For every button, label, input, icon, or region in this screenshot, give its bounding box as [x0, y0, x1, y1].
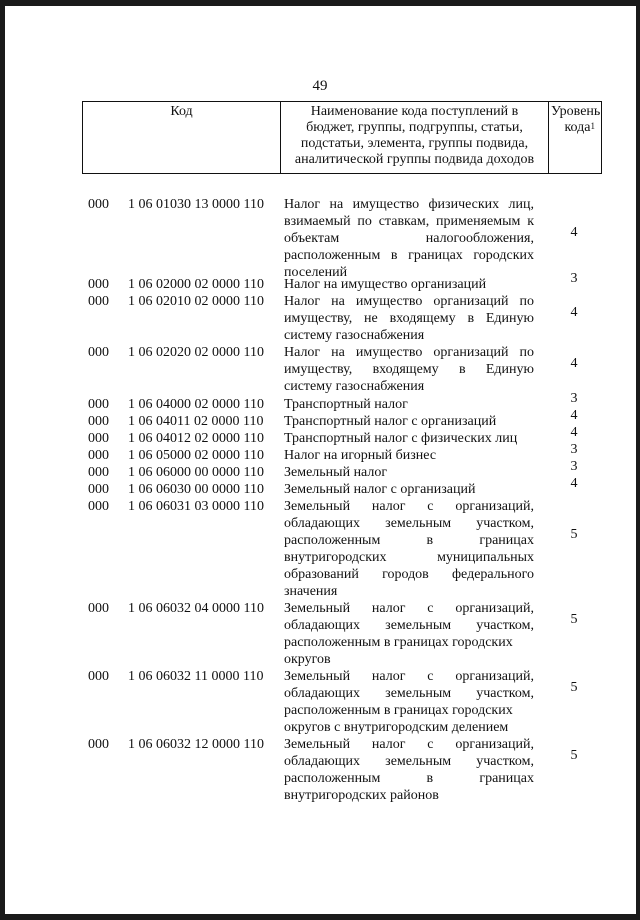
budget-code: 1 06 04011 02 0000 110: [128, 414, 264, 429]
code-name-line: Налог на имущество организаций по: [284, 345, 534, 360]
header-name-cell: [281, 102, 549, 174]
code-level: 5: [570, 680, 578, 695]
admin-code: 000: [88, 601, 109, 616]
code-name: [284, 413, 534, 430]
code-name-line: Земельный налог: [284, 465, 388, 480]
code-name-line: Налог на имущество организаций по: [284, 294, 534, 309]
code-name: [284, 430, 534, 447]
budget-code: 1 06 06000 00 0000 110: [128, 465, 264, 480]
budget-code: 1 06 01030 13 0000 110: [128, 197, 264, 212]
admin-code: 000: [88, 414, 109, 429]
header-name-line: аналитической группы подвида доходов: [294, 152, 535, 167]
code-name-line: Транспортный налог с организаций: [284, 414, 497, 429]
budget-code: 1 06 05000 02 0000 110: [128, 448, 264, 463]
admin-code: 000: [88, 499, 109, 514]
admin-code: 000: [88, 277, 109, 292]
scan-border-left: [0, 0, 5, 920]
admin-code: 000: [88, 294, 109, 309]
scan-border-right: [636, 0, 640, 920]
budget-code: 1 06 06032 12 0000 110: [128, 737, 264, 752]
code-level: 4: [570, 408, 578, 423]
header-code-label: Код: [170, 104, 193, 119]
header-level-label: кода: [564, 120, 591, 135]
code-level: 3: [570, 391, 578, 406]
code-name: [284, 276, 534, 293]
code-level: 5: [570, 612, 578, 627]
budget-code: 1 06 06032 11 0000 110: [128, 669, 264, 684]
page-number: 49: [312, 78, 328, 94]
table-header: [82, 101, 602, 174]
admin-code: 000: [88, 737, 109, 752]
code-name: [284, 344, 534, 395]
footnote-marker: 1: [590, 121, 595, 131]
code-name-line: имуществу, не входящему в Единую: [284, 311, 534, 326]
code-name-line: Земельный налог с организаций: [284, 482, 476, 497]
code-name-line: взимаемый по ставкам, применяемым к: [284, 214, 534, 229]
code-level: 4: [570, 476, 578, 491]
header-name-line: Наименование кода поступлений в: [310, 104, 519, 119]
code-level: 4: [570, 225, 578, 240]
code-name-line: Земельный налог с организаций,: [284, 601, 534, 616]
code-name-line: поселений: [284, 265, 348, 280]
header-level-line: [551, 120, 595, 136]
admin-code: 000: [88, 345, 109, 360]
code-name-line: образований городов федерального: [284, 567, 534, 582]
code-name-line: округов: [284, 652, 331, 667]
code-name-line: внутригородских районов: [284, 788, 439, 803]
code-name-line: обладающих земельным участком,: [284, 686, 534, 701]
admin-code: 000: [88, 465, 109, 480]
admin-code: 000: [88, 669, 109, 684]
code-level: 3: [570, 459, 578, 474]
code-name: [284, 481, 534, 498]
code-name: [284, 600, 534, 668]
header-name-line: бюджет, группы, подгруппы, статьи,: [306, 120, 523, 135]
code-level: 4: [570, 305, 578, 320]
admin-code: 000: [88, 448, 109, 463]
header-level-line: Уровень: [551, 104, 601, 119]
code-name-line: Транспортный налог: [284, 397, 408, 412]
code-name-line: обладающих земельным участком,: [284, 516, 534, 531]
admin-code: 000: [88, 397, 109, 412]
code-name-line: Земельный налог с организаций,: [284, 737, 534, 752]
admin-code: 000: [88, 431, 109, 446]
code-name-line: расположенным в границах: [284, 533, 534, 548]
code-name-line: систему газоснабжения: [284, 328, 425, 343]
scan-border-bottom: [0, 914, 640, 920]
code-level: 4: [570, 425, 578, 440]
header-code-cell: [83, 102, 281, 174]
code-name-line: имуществу, входящему в Единую: [284, 362, 534, 377]
code-name-line: расположенным в границах: [284, 771, 534, 786]
code-level: 3: [570, 442, 578, 457]
budget-code: 1 06 02010 02 0000 110: [128, 294, 264, 309]
code-name-line: объектам налогообложения,: [284, 231, 534, 246]
header-level-cell: [549, 102, 602, 174]
code-name-line: внутригородских муниципальных: [284, 550, 534, 565]
code-name: [284, 668, 534, 736]
code-name-line: систему газоснабжения: [284, 379, 425, 394]
scan-border-top: [0, 0, 640, 6]
code-name: [284, 293, 534, 344]
code-name-line: Земельный налог с организаций,: [284, 669, 534, 684]
code-name-line: округов с внутригородским делением: [284, 720, 509, 735]
code-name: [284, 498, 534, 600]
code-name-line: Земельный налог с организаций,: [284, 499, 534, 514]
code-name: [284, 736, 534, 804]
budget-code: 1 06 04000 02 0000 110: [128, 397, 264, 412]
budget-code: 1 06 06031 03 0000 110: [128, 499, 264, 514]
code-name: [284, 464, 534, 481]
code-level: 3: [570, 271, 578, 286]
budget-code: 1 06 06032 04 0000 110: [128, 601, 264, 616]
code-name-line: Транспортный налог с физических лиц: [284, 431, 518, 446]
admin-code: 000: [88, 482, 109, 497]
code-name: [284, 447, 534, 464]
admin-code: 000: [88, 197, 109, 212]
header-name-line: подстатьи, элемента, группы подвида,: [300, 136, 529, 151]
code-level: 5: [570, 748, 578, 763]
code-name-line: Налог на игорный бизнес: [284, 448, 437, 463]
code-name-line: Налог на имущество физических лиц,: [284, 197, 534, 212]
budget-code: 1 06 02000 02 0000 110: [128, 277, 264, 292]
code-name-line: расположенным в границах городских: [284, 635, 513, 650]
code-name-line: обладающих земельным участком,: [284, 618, 534, 633]
code-name-line: обладающих земельным участком,: [284, 754, 534, 769]
code-level: 4: [570, 356, 578, 371]
budget-code: 1 06 06030 00 0000 110: [128, 482, 264, 497]
code-name-line: расположенным в границах городских: [284, 248, 534, 263]
code-level: 5: [570, 527, 578, 542]
code-name-line: Налог на имущество организаций: [284, 277, 487, 292]
budget-code: 1 06 02020 02 0000 110: [128, 345, 264, 360]
code-name: [284, 196, 534, 281]
code-name-line: расположенным в границах городских: [284, 703, 513, 718]
code-name: [284, 396, 534, 413]
budget-code: 1 06 04012 02 0000 110: [128, 431, 264, 446]
code-name-line: значения: [284, 584, 338, 599]
